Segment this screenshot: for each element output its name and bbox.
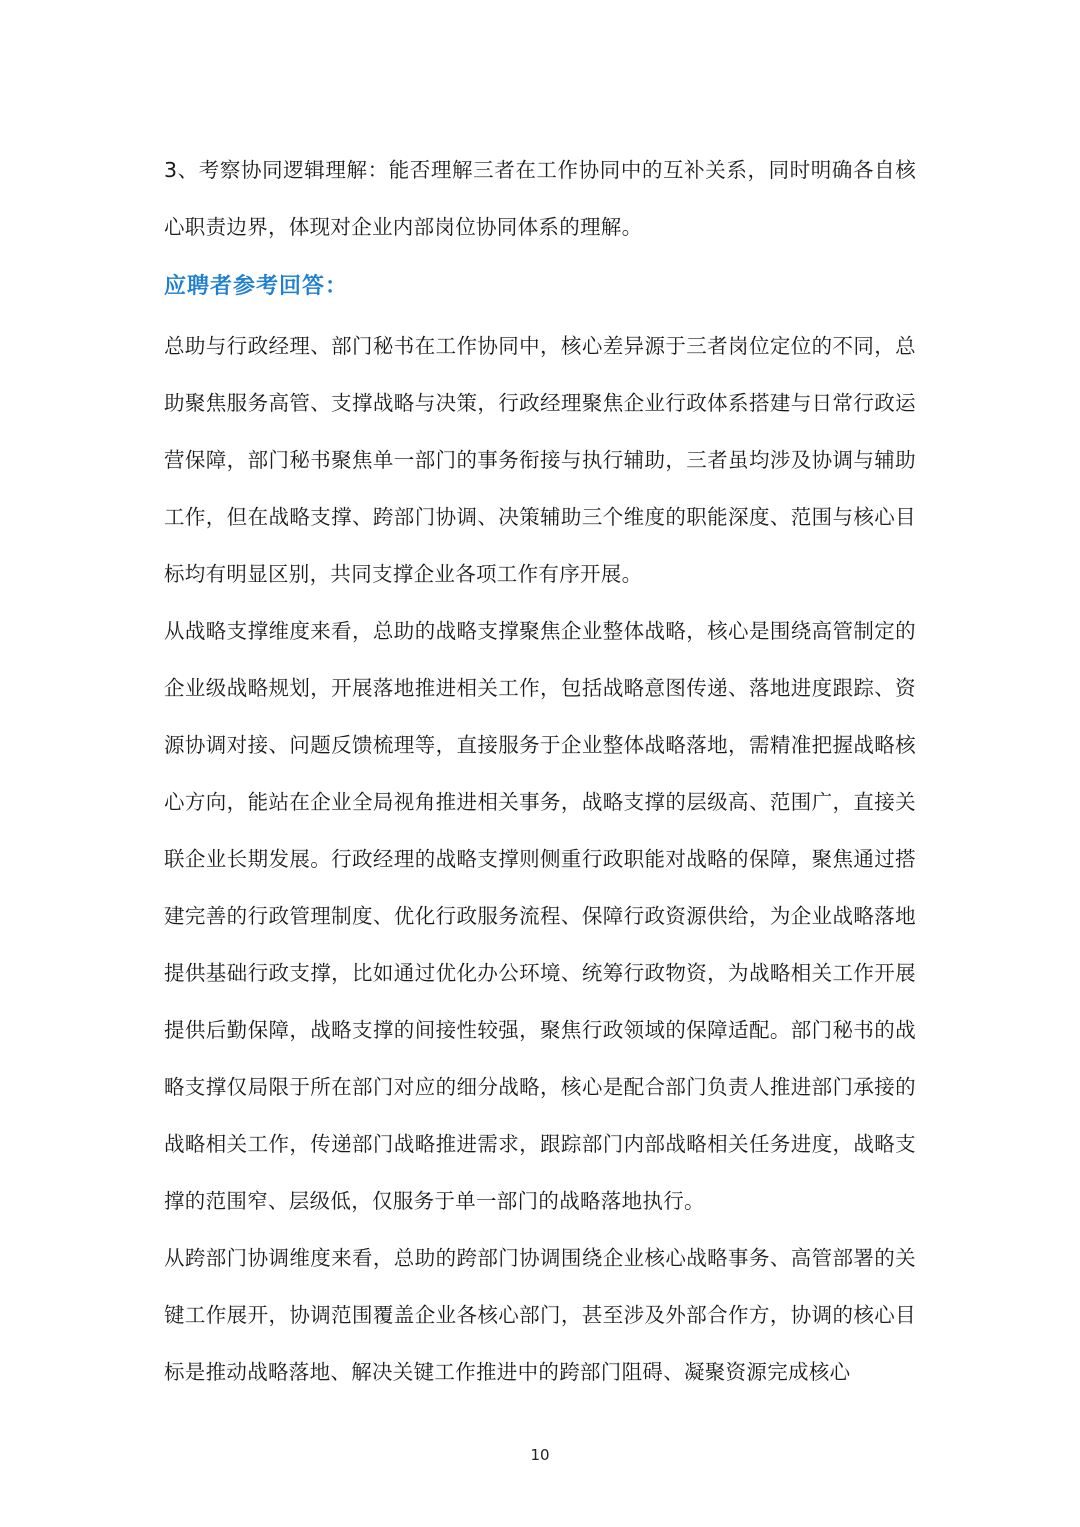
- page-number: 10: [530, 1446, 550, 1464]
- paragraph-2: 从战略支撑维度来看，总助的战略支撑聚焦企业整体战略，核心是围绕高管制定的企业级战略规划，开展落地推进相关工作，包括战略意图传递、落地进度跟踪、资源协调对接、问题反馈梳理等，直接服务于企业整体战略落地，需精准把握战略核心方向，能站在企业全局视角推进相关事务，战略支撑的层级高、范围广，直接关联企业长期发展。行政经理的战略支撑则侧重行政职能对战略的保障，聚焦通过搭建完善的行政管理制度、优化行政服务流程、保障行政资源供给，为企业战略落地提供基础行政支撑，比如通过优化办公环境、统筹行政物资，为战略相关工作开展提供后勤保障，战略支撑的间接性较强，聚焦行政领域的保障适配。部门秘书的战略支撑仅局限于所在部门对应的细分战略，核心是配合部门负责人推进部门承接的战略相关工作，传递部门战略推进需求，跟踪部门内部战略相关任务进度，战略支撑的范围窄、层级低，仅服务于单一部门的战略落地执行。: [164, 619, 916, 1213]
- answer-heading: 应聘者参考回答：: [164, 274, 349, 299]
- intro-paragraph: 3、考察协同逻辑理解：能否理解三者在工作协同中的互补关系，同时明确各自核心职责边界，体现对企业内部岗位协同体系的理解。: [164, 158, 916, 239]
- page-content: [164, 142, 916, 1401]
- paragraph-1: 总助与行政经理、部门秘书在工作协同中，核心差异源于三者岗位定位的不同，总助聚焦服务高管、支撑战略与决策，行政经理聚焦企业行政体系搭建与日常行政运营保障，部门秘书聚焦单一部门的事务衔接与执行辅助，三者虽均涉及协调与辅助工作，但在战略支撑、跨部门协调、决策辅助三个维度的职能深度、范围与核心目标均有明显区别，共同支撑企业各项工作有序开展。: [164, 334, 916, 586]
- paragraph-3: 从跨部门协调维度来看，总助的跨部门协调围绕企业核心战略事务、高管部署的关键工作展开，协调范围覆盖企业各核心部门，甚至涉及外部合作方，协调的核心目标是推动战略落地、解决关键工作推进中的跨部门阻碍、凝聚资源完成核心: [164, 1246, 916, 1384]
